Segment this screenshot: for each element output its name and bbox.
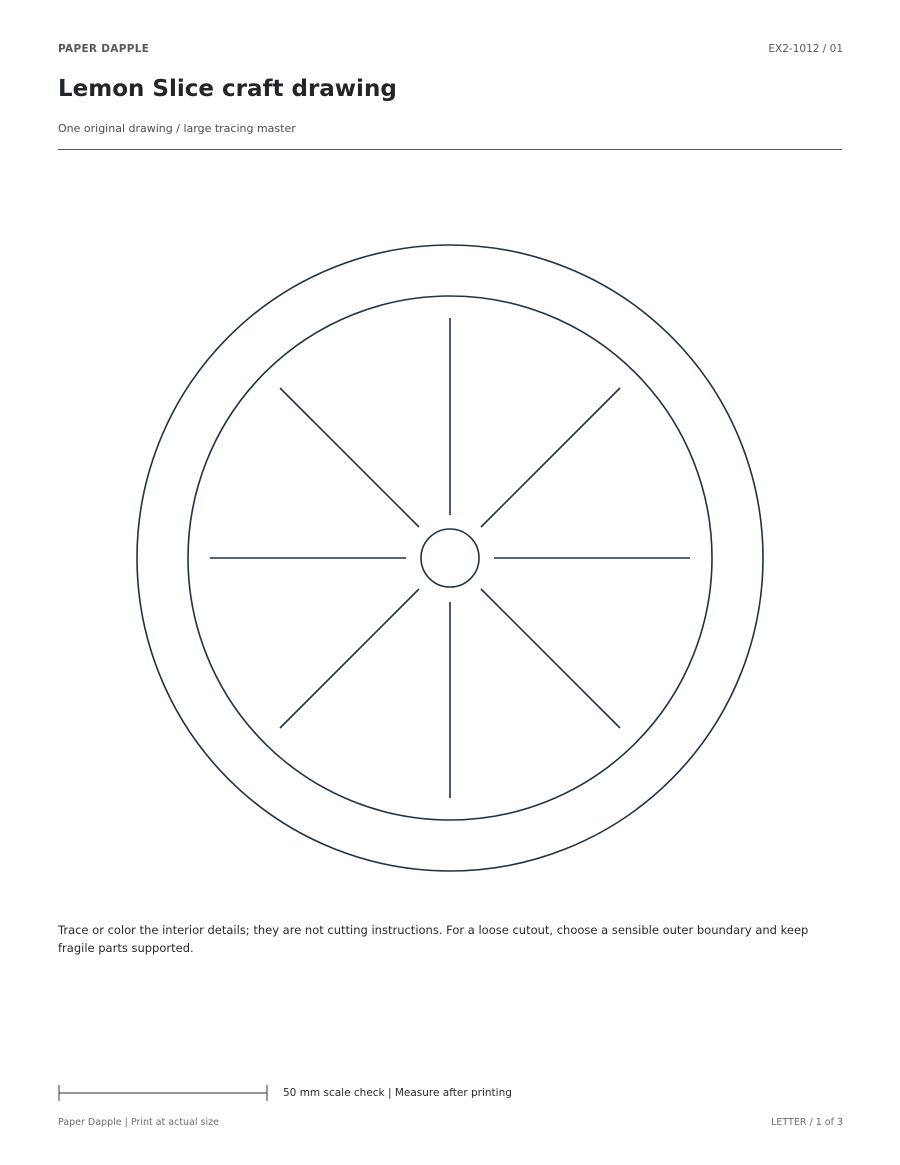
lemon-center-core	[421, 529, 479, 587]
scale-bar	[58, 1084, 268, 1102]
page-title: Lemon Slice craft drawing	[58, 76, 397, 102]
segment-line-bottom-left	[280, 589, 419, 728]
page-subtitle: One original drawing / large tracing master	[58, 122, 296, 135]
scale-label: 50 mm scale check | Measure after printing	[283, 1087, 512, 1099]
segment-line-top-right	[481, 388, 620, 527]
segment-line-top-left	[280, 388, 419, 527]
footer-page-info: LETTER / 1 of 3	[771, 1117, 843, 1128]
brand-name: PAPER DAPPLE	[58, 43, 150, 55]
sheet-code: EX2-1012 / 01	[768, 43, 843, 55]
segment-line-bottom-right	[481, 589, 620, 728]
tracing-note: Trace or color the interior details; they are not cutting instructions. For a loose cutout, choose a sensible outer boundary and keep fragile parts supported.	[58, 923, 809, 955]
footer-left: Paper Dapple | Print at actual size	[58, 1117, 219, 1128]
